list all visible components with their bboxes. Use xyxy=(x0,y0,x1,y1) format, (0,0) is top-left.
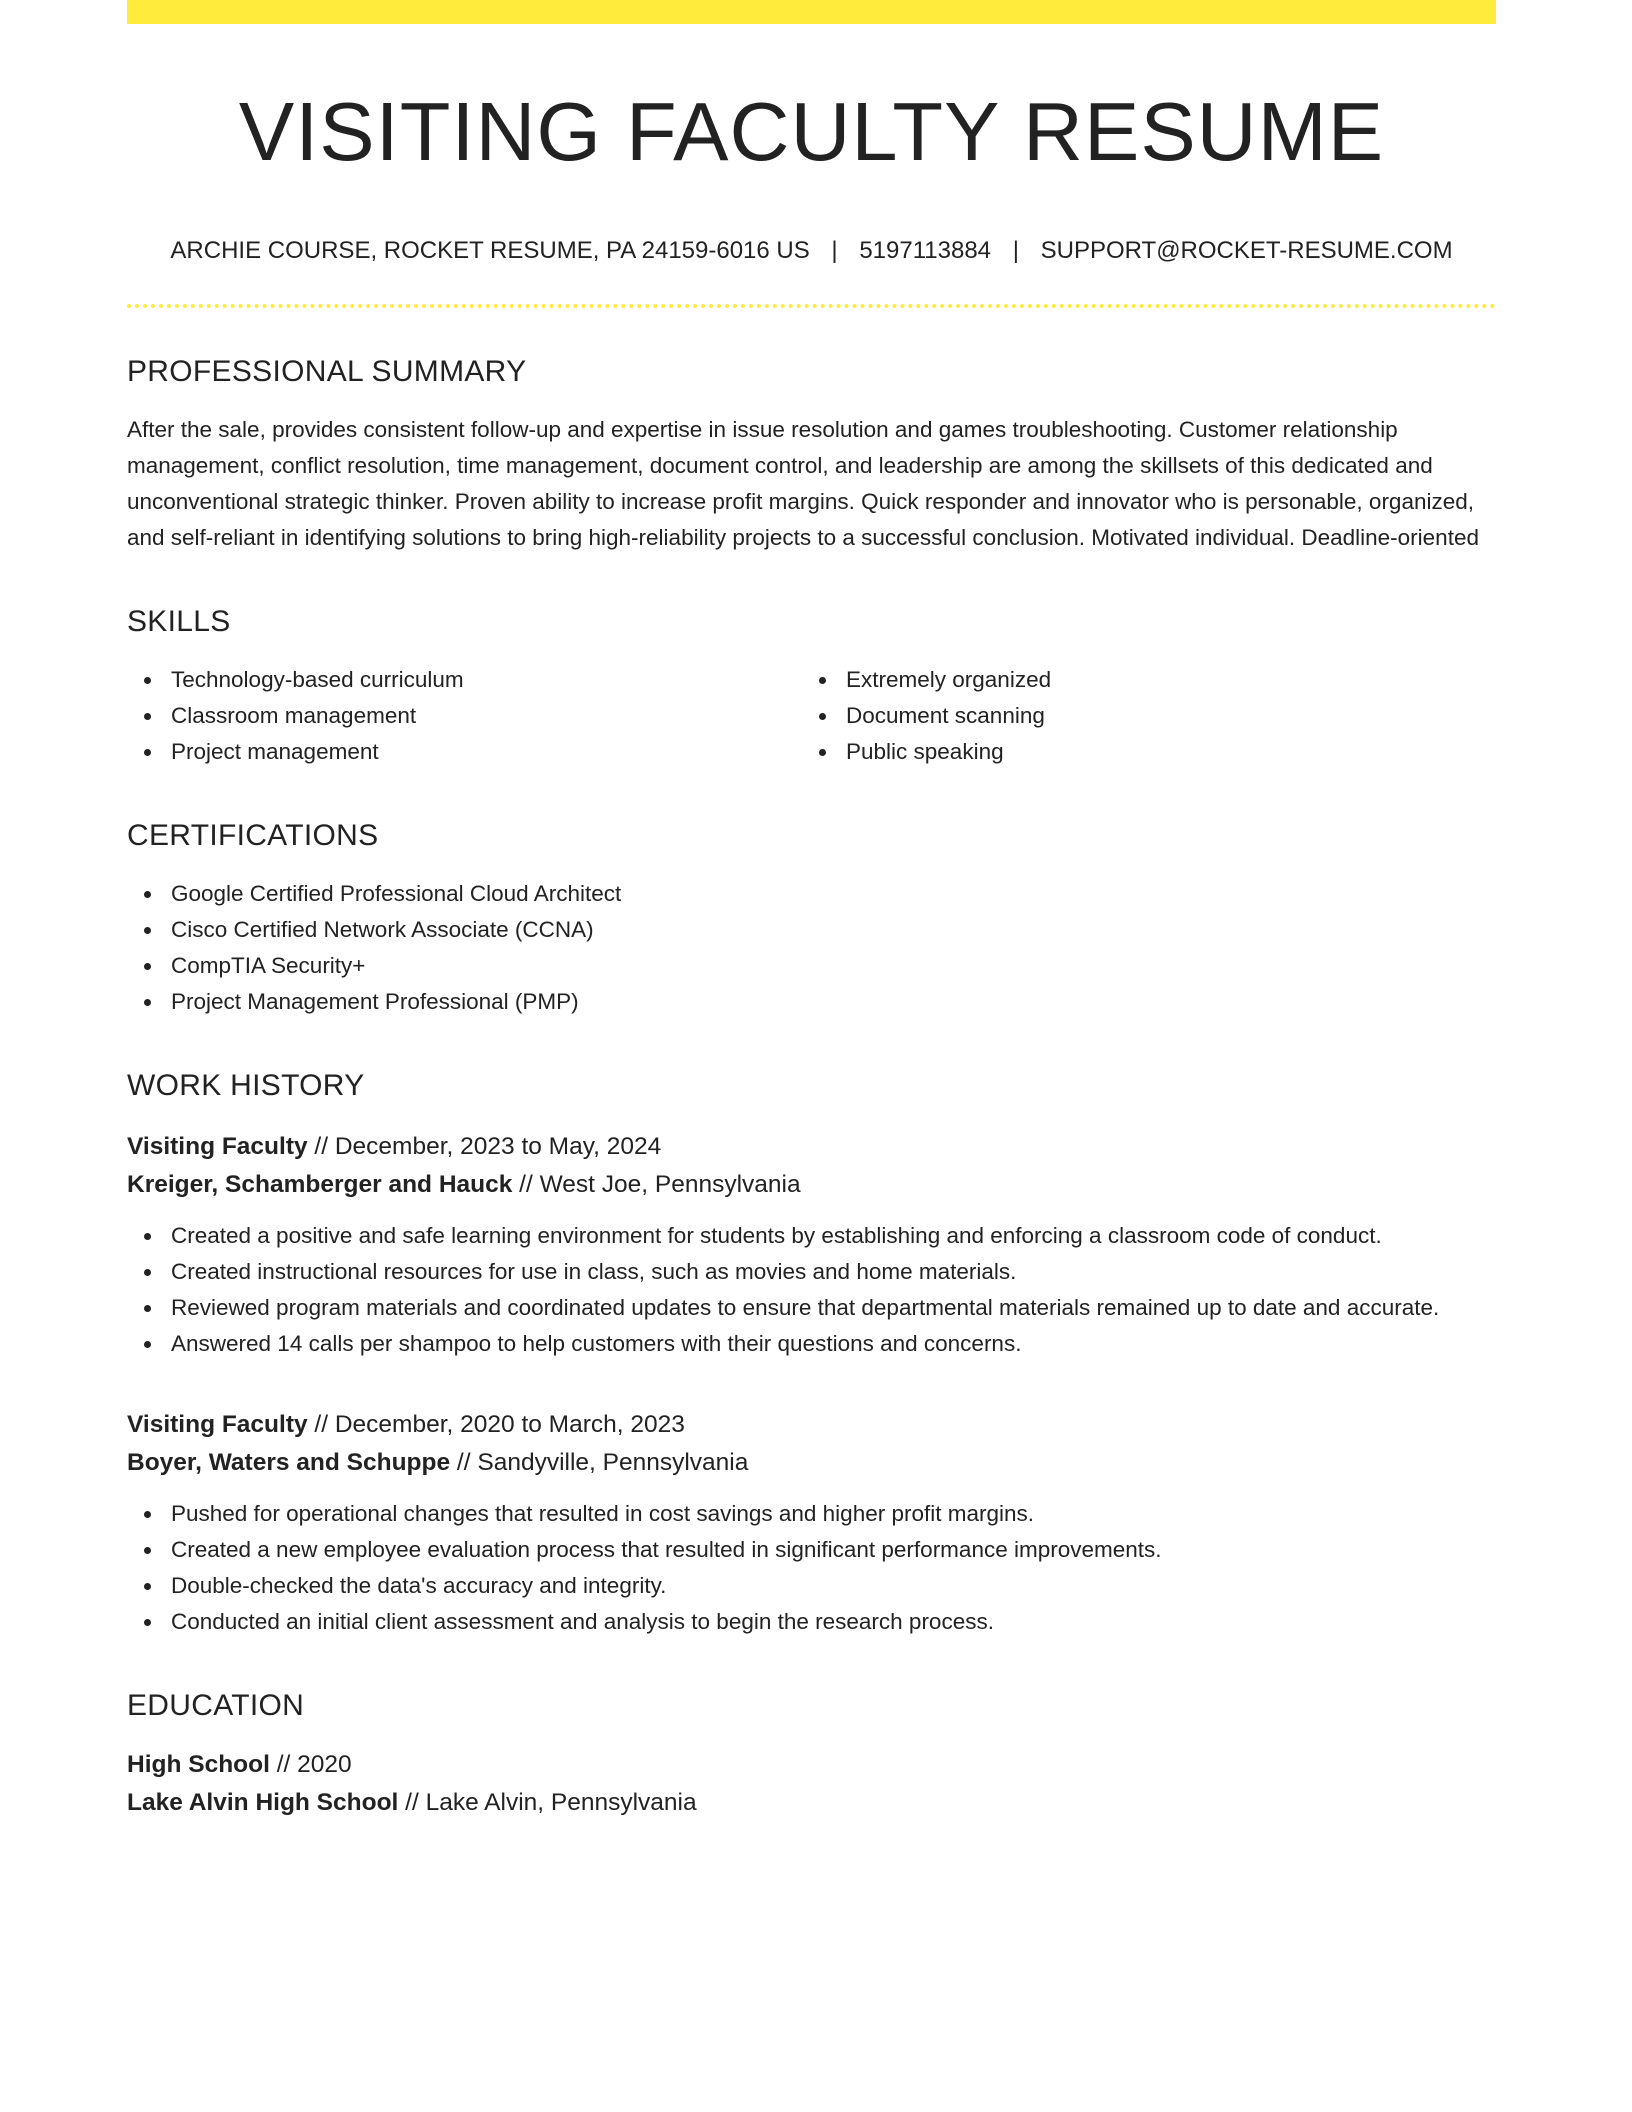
skill-item: Extremely organized xyxy=(802,662,1477,698)
accent-top-bar xyxy=(127,0,1496,24)
job-title-line xyxy=(127,1128,1496,1166)
certifications-heading: CERTIFICATIONS xyxy=(127,819,379,853)
work-history-heading: WORK HISTORY xyxy=(127,1069,365,1103)
job-dates: // December, 2020 to March, 2023 xyxy=(307,1411,685,1439)
contact-phone: 5197113884 xyxy=(859,237,992,265)
skills-column-left xyxy=(127,662,802,770)
contact-address: ARCHIE COURSE, ROCKET RESUME, PA 24159-6016 US xyxy=(170,237,810,265)
certification-item: Cisco Certified Network Associate (CCNA) xyxy=(127,912,1496,948)
summary-text: After the sale, provides consistent follow-up and expertise in issue resolution and games troubleshooting. Customer relationship management, conflict resolution, time management, document control, and leadership are among the skillsets of this dedicated and unconventional strategic thinker. Proven ability to increase profit margins. Quick responder and innovator who is personable, organized, and self-reliant in identifying solutions to bring high-reliability projects to a successful conclusion. Motivated individual. Deadline-oriented xyxy=(127,417,1479,551)
resume-page xyxy=(127,0,1496,1822)
skill-item: Project management xyxy=(127,734,802,770)
certification-item: Project Management Professional (PMP) xyxy=(127,984,1496,1020)
job-company-line xyxy=(127,1444,1496,1482)
job-bullet: Created a new employee evaluation process that resulted in significant performance improvements. xyxy=(127,1532,1496,1568)
job-title: Visiting Faculty xyxy=(127,1411,308,1439)
skills-column-right xyxy=(802,662,1477,770)
job-bullet: Answered 14 calls per shampoo to help customers with their questions and concerns. xyxy=(127,1326,1496,1362)
education-location: // Lake Alvin, Pennsylvania xyxy=(398,1789,697,1817)
education-heading: EDUCATION xyxy=(127,1689,305,1723)
education-school: Lake Alvin High School xyxy=(127,1789,399,1817)
summary-heading: PROFESSIONAL SUMMARY xyxy=(127,355,527,389)
job-location: // Sandyville, Pennsylvania xyxy=(450,1449,749,1477)
job-title: Visiting Faculty xyxy=(127,1133,308,1161)
skill-item: Public speaking xyxy=(802,734,1477,770)
skill-item: Technology-based curriculum xyxy=(127,662,802,698)
job-dates: // December, 2023 to May, 2024 xyxy=(307,1133,662,1161)
education-degree: High School xyxy=(127,1751,270,1779)
job-bullet: Conducted an initial client assessment and analysis to begin the research process. xyxy=(127,1604,1496,1640)
education-entry xyxy=(127,1746,1496,1822)
dotted-divider xyxy=(127,304,1496,308)
job-bullet: Double-checked the data's accuracy and integrity. xyxy=(127,1568,1496,1604)
job-company: Boyer, Waters and Schuppe xyxy=(127,1449,451,1477)
resume-title: VISITING FACULTY RESUME xyxy=(238,85,1385,178)
certification-item: CompTIA Security+ xyxy=(127,948,1496,984)
job-bullet: Reviewed program materials and coordinated updates to ensure that departmental materials remained up to date and accurate. xyxy=(127,1290,1496,1326)
skills-heading: SKILLS xyxy=(127,605,231,639)
education-school-line xyxy=(127,1784,1496,1822)
contact-separator: | xyxy=(831,237,838,265)
education-year: // 2020 xyxy=(269,1751,352,1779)
contact-separator: | xyxy=(1012,237,1019,265)
job-bullet: Created instructional resources for use in class, such as movies and home materials. xyxy=(127,1254,1496,1290)
job-bullets xyxy=(127,1218,1496,1362)
certifications-list xyxy=(127,876,1496,1020)
job-title-line xyxy=(127,1406,1496,1444)
skills-list xyxy=(127,662,1496,770)
job-location: // West Joe, Pennsylvania xyxy=(512,1171,801,1199)
job-bullet: Created a positive and safe learning environment for students by establishing and enforcing a classroom code of conduct. xyxy=(127,1218,1496,1254)
skill-item: Classroom management xyxy=(127,698,802,734)
job-entry xyxy=(127,1406,1496,1640)
job-company-line xyxy=(127,1166,1496,1204)
job-entry xyxy=(127,1128,1496,1362)
skill-item: Document scanning xyxy=(802,698,1477,734)
certification-item: Google Certified Professional Cloud Architect xyxy=(127,876,1496,912)
contact-line xyxy=(127,237,1496,266)
contact-email: SUPPORT@ROCKET-RESUME.COM xyxy=(1040,237,1453,265)
job-company: Kreiger, Schamberger and Hauck xyxy=(127,1171,513,1199)
job-bullet: Pushed for operational changes that resulted in cost savings and higher profit margins. xyxy=(127,1496,1496,1532)
job-bullets xyxy=(127,1496,1496,1640)
education-degree-line xyxy=(127,1746,1496,1784)
